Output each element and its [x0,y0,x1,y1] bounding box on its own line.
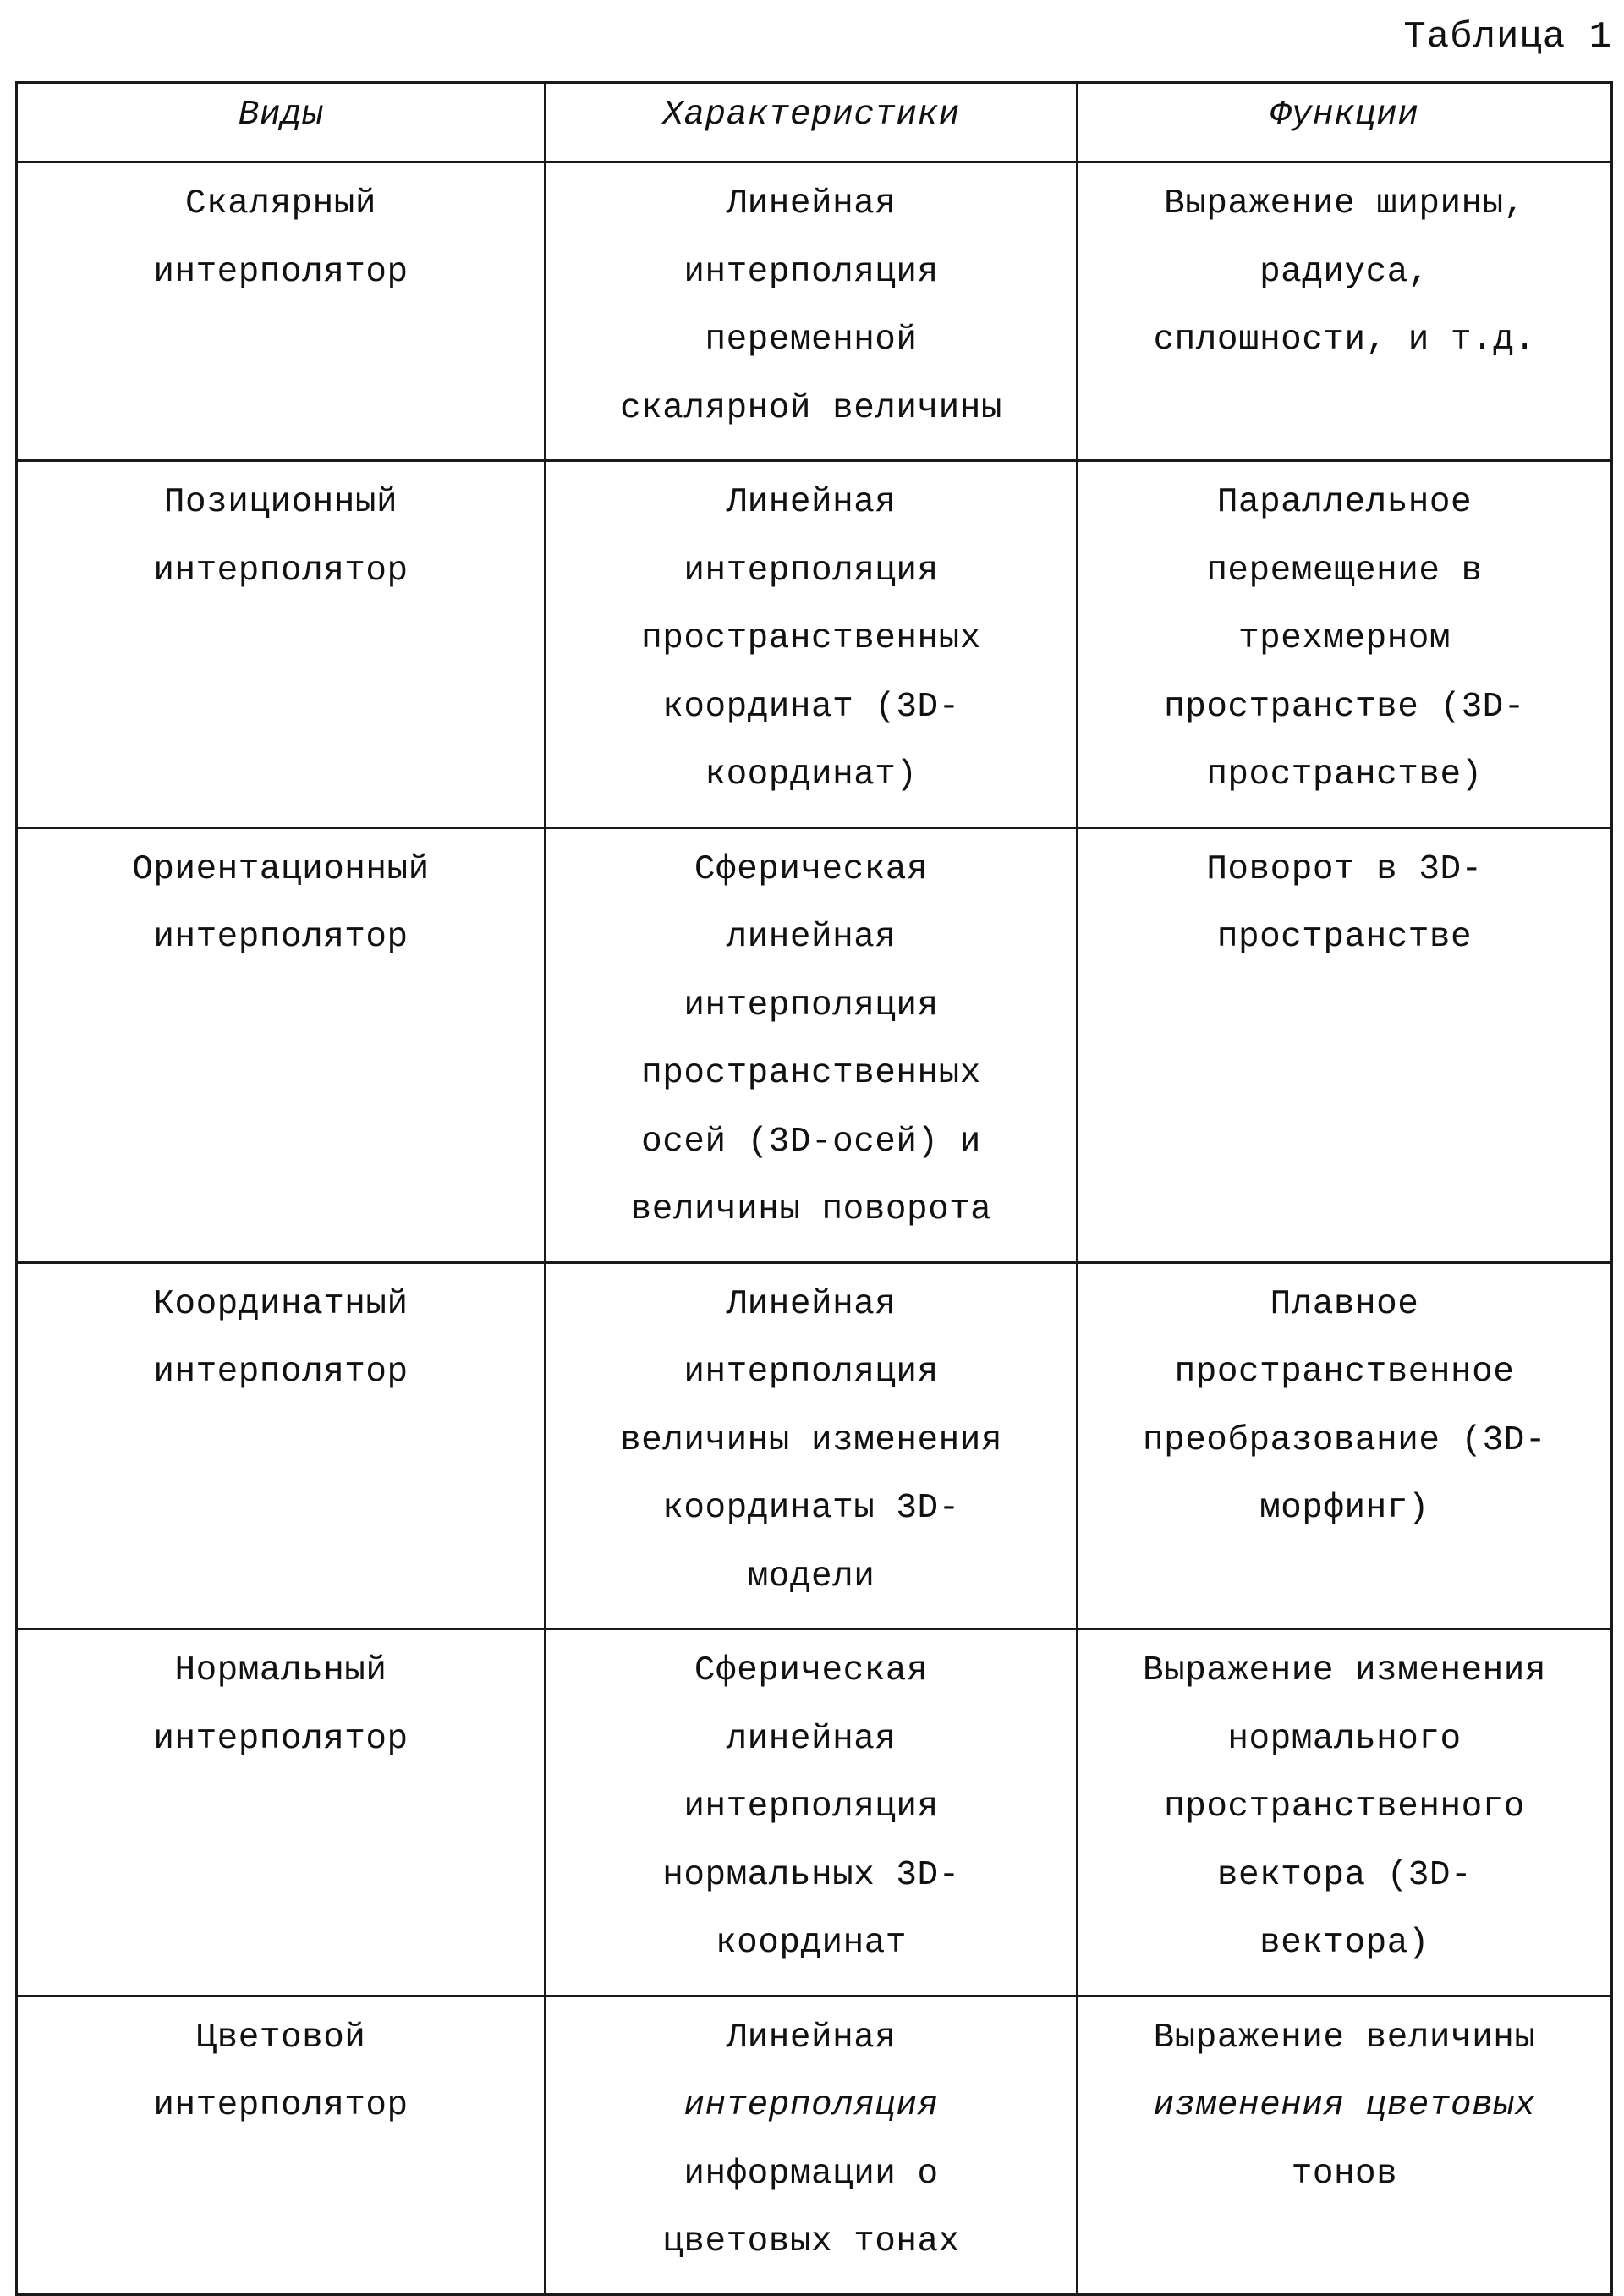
cell-characteristics: Сферическая линейная интерполяция пространственных осей (3D-осей) и величины поворота [546,827,1078,1262]
table-row [17,1629,1612,1997]
cell-functions: Поворот в 3D- пространстве [1078,827,1612,1262]
cell-characteristics: Линейная интерполяция пространственных координат (3D- координат) [546,461,1078,828]
cell-functions [1078,1996,1612,2294]
cell-text-italic: интерполяция [683,2086,938,2125]
cell-type: Скалярный интерполятор [17,162,546,461]
cell-characteristics: Линейная интерполяция величины изменения координаты 3D- модели [546,1262,1078,1629]
cell-text-italic: изменения цветовых [1154,2086,1536,2125]
cell-text: Линейная [727,2019,897,2057]
cell-type: Цветовой интерполятор [17,1996,546,2294]
cell-functions: Выражение изменения нормального пространственного вектора (3D- вектора) [1078,1629,1612,1997]
interpolator-table [15,81,1613,2296]
cell-functions: Выражение ширины, радиуса, сплошности, и т.д. [1078,162,1612,461]
table-row [17,1262,1612,1629]
table-row [17,1996,1612,2294]
cell-type: Ориентационный интерполятор [17,827,546,1262]
cell-type: Нормальный интерполятор [17,1629,546,1997]
header-characteristics: Характеристики [546,83,1078,162]
cell-functions: Параллельное перемещение в трехмерном пространстве (3D- пространстве) [1078,461,1612,828]
cell-text: Выражение величины [1154,2019,1536,2057]
cell-characteristics [546,1996,1078,2294]
cell-text: тонов [1292,2155,1398,2194]
cell-functions: Плавное пространственное преобразование (3D- морфинг) [1078,1262,1612,1629]
table-header-row [17,83,1612,162]
cell-type: Позиционный интерполятор [17,461,546,828]
table-row [17,827,1612,1262]
cell-characteristics: Линейная интерполяция переменной скалярной величины [546,162,1078,461]
header-functions: Функции [1078,83,1612,162]
cell-characteristics: Сферическая линейная интерполяция нормальных 3D- координат [546,1629,1078,1997]
cell-type: Координатный интерполятор [17,1262,546,1629]
table-row [17,461,1612,828]
header-types: Виды [17,83,546,162]
cell-text: информации о цветовых тонах [662,2155,959,2262]
table-row [17,162,1612,461]
table-caption: Таблица 1 [1403,14,1612,61]
